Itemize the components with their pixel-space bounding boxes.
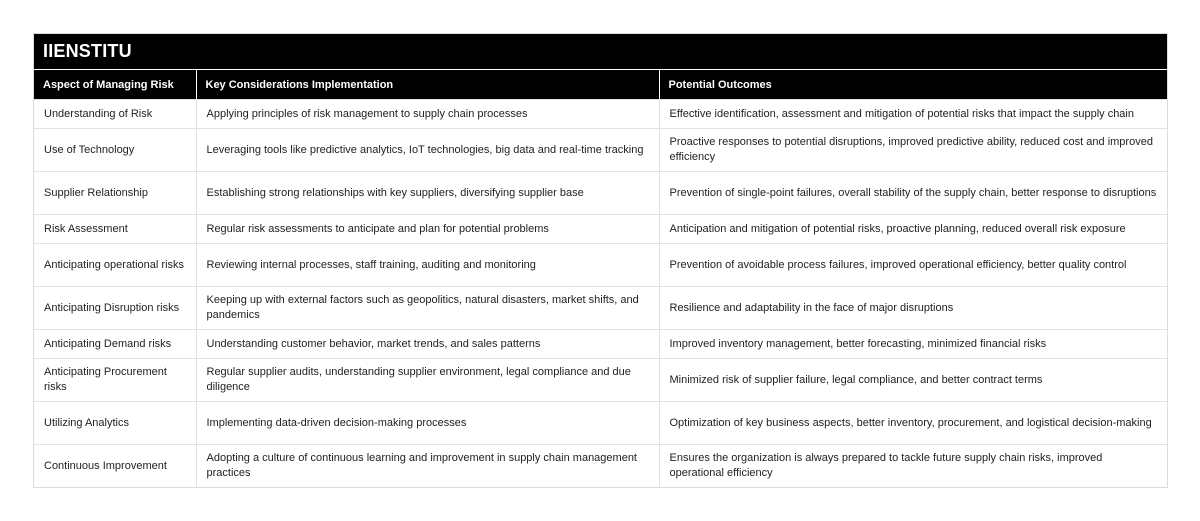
cell-outcomes: Prevention of single-point failures, overall stability of the supply chain, better response to disruptions <box>659 172 1167 215</box>
cell-considerations: Implementing data-driven decision-making processes <box>196 402 659 445</box>
header-row <box>34 70 1167 100</box>
cell-considerations: Understanding customer behavior, market trends, and sales patterns <box>196 330 659 359</box>
cell-considerations: Leveraging tools like predictive analytics, IoT technologies, big data and real-time tracking <box>196 129 659 172</box>
cell-aspect: Use of Technology <box>34 129 196 172</box>
column-header-aspect: Aspect of Managing Risk <box>34 70 196 100</box>
table-row <box>34 359 1167 402</box>
cell-outcomes: Optimization of key business aspects, better inventory, procurement, and logistical decision-making <box>659 402 1167 445</box>
table-row <box>34 100 1167 129</box>
cell-considerations: Establishing strong relationships with key suppliers, diversifying supplier base <box>196 172 659 215</box>
column-header-considerations: Key Considerations Implementation <box>196 70 659 100</box>
brand-title: IIENSTITU <box>34 34 1167 69</box>
cell-aspect: Anticipating Demand risks <box>34 330 196 359</box>
cell-outcomes: Prevention of avoidable process failures, improved operational efficiency, better quality control <box>659 244 1167 287</box>
cell-considerations: Regular supplier audits, understanding supplier environment, legal compliance and due diligence <box>196 359 659 402</box>
cell-aspect: Risk Assessment <box>34 215 196 244</box>
cell-outcomes: Proactive responses to potential disruptions, improved predictive ability, reduced cost and improved efficiency <box>659 129 1167 172</box>
risk-table-container <box>33 33 1168 488</box>
cell-outcomes: Minimized risk of supplier failure, legal compliance, and better contract terms <box>659 359 1167 402</box>
cell-considerations: Adopting a culture of continuous learning and improvement in supply chain management practices <box>196 445 659 488</box>
table-row <box>34 244 1167 287</box>
cell-considerations: Applying principles of risk management to supply chain processes <box>196 100 659 129</box>
table-row <box>34 215 1167 244</box>
cell-aspect: Continuous Improvement <box>34 445 196 488</box>
cell-aspect: Anticipating Procurement risks <box>34 359 196 402</box>
table-row <box>34 402 1167 445</box>
cell-outcomes: Resilience and adaptability in the face of major disruptions <box>659 287 1167 330</box>
cell-considerations: Reviewing internal processes, staff training, auditing and monitoring <box>196 244 659 287</box>
risk-table <box>34 69 1167 487</box>
cell-outcomes: Effective identification, assessment and mitigation of potential risks that impact the supply chain <box>659 100 1167 129</box>
cell-aspect: Supplier Relationship <box>34 172 196 215</box>
cell-aspect: Anticipating operational risks <box>34 244 196 287</box>
table-row <box>34 445 1167 488</box>
cell-outcomes: Improved inventory management, better forecasting, minimized financial risks <box>659 330 1167 359</box>
cell-considerations: Keeping up with external factors such as geopolitics, natural disasters, market shifts, and pandemics <box>196 287 659 330</box>
table-row <box>34 129 1167 172</box>
table-row <box>34 287 1167 330</box>
cell-outcomes: Ensures the organization is always prepared to tackle future supply chain risks, improved operational efficiency <box>659 445 1167 488</box>
table-row <box>34 330 1167 359</box>
cell-aspect: Utilizing Analytics <box>34 402 196 445</box>
column-header-outcomes: Potential Outcomes <box>659 70 1167 100</box>
cell-aspect: Understanding of Risk <box>34 100 196 129</box>
cell-aspect: Anticipating Disruption risks <box>34 287 196 330</box>
table-row <box>34 172 1167 215</box>
cell-outcomes: Anticipation and mitigation of potential risks, proactive planning, reduced overall risk exposure <box>659 215 1167 244</box>
cell-considerations: Regular risk assessments to anticipate and plan for potential problems <box>196 215 659 244</box>
